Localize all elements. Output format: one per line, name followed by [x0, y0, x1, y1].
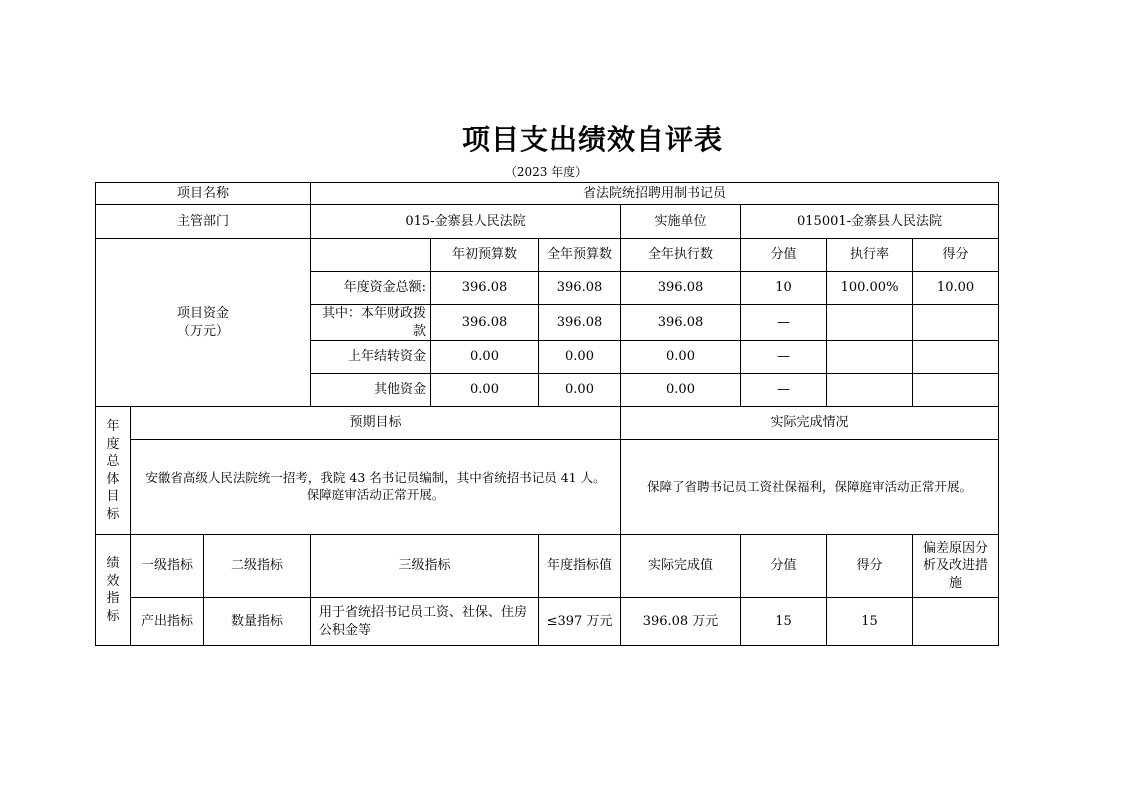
department-label: 主管部门 [96, 205, 311, 239]
project-name-value: 省法院统招聘用制书记员 [311, 183, 999, 205]
deviation-header-line3: 施 [949, 575, 963, 591]
deviation-header-line2: 析及改进措 [923, 558, 989, 574]
funds-label-line1: 项目资金 [176, 306, 229, 321]
indicators-side-char: 绩 [106, 556, 120, 571]
expected-goal-text [131, 440, 621, 535]
goals-side-char: 年 [106, 418, 120, 434]
funds-header-row [96, 239, 999, 272]
funds-row-label: 其中：本年财政拨款 [311, 305, 431, 341]
indicator-score-value: 15 [741, 598, 827, 646]
funds-rate [827, 305, 913, 341]
actual-completion-text: 保障了省聘书记员工资社保福利，保障庭审活动正常开展。 [621, 440, 999, 535]
level1-header: 一级指标 [131, 535, 204, 598]
funds-annual: 0.00 [539, 374, 621, 407]
funds-score [913, 374, 999, 407]
funds-rate: 100.00% [827, 272, 913, 305]
indicator-actual: 396.08 万元 [621, 598, 741, 646]
funds-executed: 396.08 [621, 305, 741, 341]
indicator-level2: 数量指标 [204, 598, 311, 646]
level3-header: 三级指标 [311, 535, 539, 598]
funds-label-line2: （万元） [176, 323, 229, 339]
implementing-unit-label: 实施单位 [621, 205, 741, 239]
expected-goal-header: 预期目标 [131, 407, 621, 440]
indicator-level1: 产出指标 [131, 598, 204, 646]
funds-initial: 396.08 [431, 305, 539, 341]
department-row [96, 205, 999, 239]
page-title: 项目支出绩效自评表 [461, 123, 723, 156]
funds-header-executed: 全年执行数 [621, 239, 741, 272]
funds-annual: 0.00 [539, 341, 621, 374]
funds-header-score-value: 分值 [741, 239, 827, 272]
expected-goal-line2: 保障庭审活动正常开展。 [306, 487, 445, 503]
department-value: 015-金寨县人民法院 [311, 205, 621, 239]
indicator-level3 [311, 598, 539, 646]
funds-score-value: — [741, 305, 827, 341]
indicator-score-header: 得分 [827, 535, 913, 598]
actual-completion-header: 实际完成情况 [621, 407, 999, 440]
level2-header: 二级指标 [204, 535, 311, 598]
evaluation-table [95, 182, 999, 646]
indicators-side-char: 效 [106, 573, 120, 589]
deviation-header-line1: 偏差原因分 [923, 540, 989, 556]
indicator-row [96, 598, 999, 646]
goals-side-char: 体 [106, 471, 120, 487]
indicator-target: ≤397 万元 [539, 598, 621, 646]
goals-header-row [96, 407, 999, 440]
funds-executed: 396.08 [621, 272, 741, 305]
indicator-score-value-header: 分值 [741, 535, 827, 598]
indicators-side-label [96, 535, 131, 646]
deviation-header [913, 535, 999, 598]
funds-score-value: — [741, 374, 827, 407]
goals-side-label [96, 407, 131, 535]
funds-rate [827, 374, 913, 407]
goals-side-char: 总 [106, 454, 120, 470]
funds-header-initial: 年初预算数 [431, 239, 539, 272]
funds-header-rate: 执行率 [827, 239, 913, 272]
indicator-level3-line2: 公积金等 [319, 622, 372, 638]
funds-rate [827, 341, 913, 374]
funds-initial: 0.00 [431, 374, 539, 407]
indicators-side-char: 指 [106, 591, 120, 607]
expected-goal-line1: 安徽省高级人民法院统一招考，我院 43 名书记员编制，其中省统招书记员 41 人。 [145, 470, 606, 486]
indicators-side-char: 标 [106, 608, 120, 624]
funds-header-annual: 全年预算数 [539, 239, 621, 272]
actual-value-header: 实际完成值 [621, 535, 741, 598]
funds-header-score: 得分 [913, 239, 999, 272]
project-name-row [96, 183, 999, 205]
goals-side-char: 标 [106, 506, 120, 522]
funds-executed: 0.00 [621, 374, 741, 407]
implementing-unit-value: 015001-金寨县人民法院 [741, 205, 999, 239]
funds-score [913, 305, 999, 341]
indicator-score: 15 [827, 598, 913, 646]
year-label: （2023 年度） [504, 165, 588, 179]
project-name-label: 项目名称 [96, 183, 311, 205]
funds-row-label: 上年结转资金 [311, 341, 431, 374]
goals-side-char: 目 [106, 489, 120, 505]
funds-annual: 396.08 [539, 305, 621, 341]
funds-row-label: 其他资金 [311, 374, 431, 407]
indicators-header-row [96, 535, 999, 598]
funds-initial: 396.08 [431, 272, 539, 305]
funds-label [96, 239, 311, 407]
indicator-level3-line1: 用于省统招书记员工资、社保、住房 [319, 605, 528, 621]
funds-header-blank [311, 239, 431, 272]
funds-initial: 0.00 [431, 341, 539, 374]
funds-score-value: 10 [741, 272, 827, 305]
funds-executed: 0.00 [621, 341, 741, 374]
target-header: 年度指标值 [539, 535, 621, 598]
funds-annual: 396.08 [539, 272, 621, 305]
funds-score-value: — [741, 341, 827, 374]
funds-score [913, 341, 999, 374]
goals-content-row [96, 440, 999, 535]
funds-row-label: 年度资金总额: [311, 272, 431, 305]
indicator-deviation [913, 598, 999, 646]
funds-score: 10.00 [913, 272, 999, 305]
goals-side-char: 度 [106, 436, 120, 452]
